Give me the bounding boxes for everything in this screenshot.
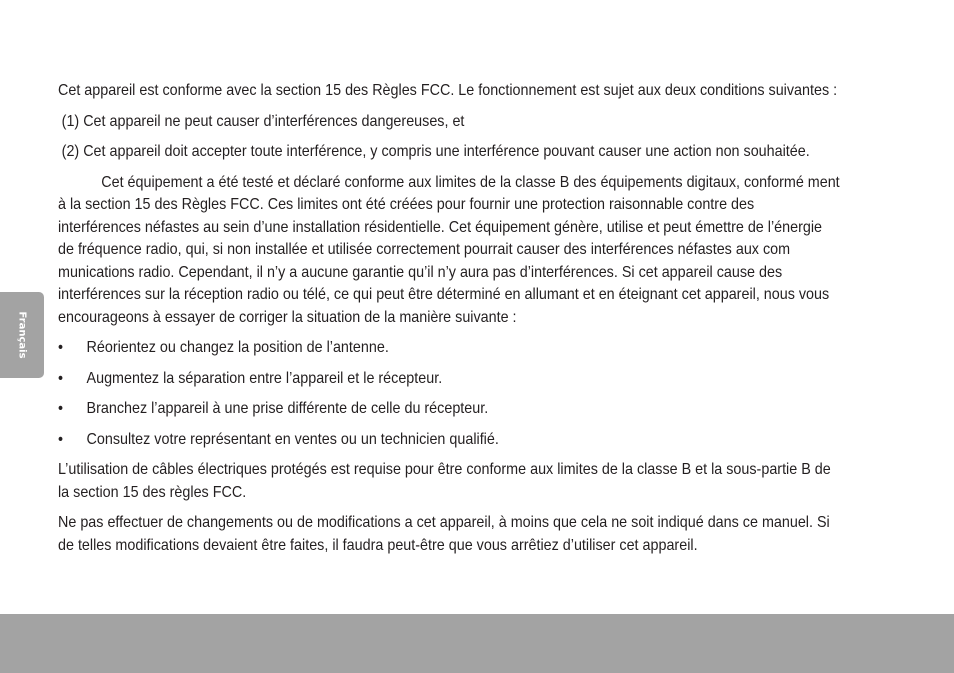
bullet-text: Consultez votre représentant en ventes ou un technicien qualifié. bbox=[86, 430, 499, 448]
condition-1: (1) Cet appareil ne peut causer d’interférences dangereuses, et bbox=[61, 112, 465, 130]
bullet-symbol: • bbox=[58, 400, 64, 417]
fcc-class-b-paragraph: Cet équipement a été testé et déclaré conforme aux limites de la classe B des équipements digitaux, conformé ment à la section 15 des Règles FCC. Ces limites ont été créées pour fournir une protection raisonnable contre des interférences néfastes au sein d’une installation résidentielle. Cet équipement génère, utilise et peut émettre de l’énergie de fréquence radio, qui, si non installée et utilisée correctement pourrait causer des interférences néfastes aux com munications radio. Cependant, il n’y a aucune garantie qu’il n’y aura pas d’interférences. Si cet appareil cause des interférences sur la réception radio ou télé, ce qui peut être déterminé en allumant et en éteignant cet appareil, nous vous encourageons à essayer de corriger la situation de la manière suivante : bbox=[58, 173, 840, 326]
cables-note: L’utilisation de câbles électriques protégés est requise pour être conforme aux limites de la classe B et la sous-partie B de la section 15 des règles FCC. bbox=[58, 461, 831, 501]
bullet-item bbox=[58, 368, 840, 391]
bullet-symbol: • bbox=[58, 339, 64, 356]
language-tab bbox=[0, 292, 44, 378]
bullet-item bbox=[58, 398, 840, 421]
footer-bar bbox=[0, 614, 954, 673]
fcc-statement bbox=[58, 80, 840, 565]
bullet-text: Augmentez la séparation entre l’appareil et le récepteur. bbox=[86, 369, 443, 387]
bullet-text: Réorientez ou changez la position de l’antenne. bbox=[86, 339, 389, 356]
language-tab-label: Français bbox=[16, 311, 28, 359]
condition-2: (2) Cet appareil doit accepter toute interférence, y compris une interférence pouvant causer une action non souhaitée. bbox=[61, 143, 810, 160]
bullet-item bbox=[58, 429, 840, 452]
bullet-item bbox=[58, 337, 840, 360]
bullet-text: Branchez l’appareil à une prise différente de celle du récepteur. bbox=[86, 400, 489, 417]
bullet-symbol: • bbox=[58, 430, 64, 448]
fcc-intro: Cet appareil est conforme avec la section 15 des Règles FCC. Le fonctionnement est sujet aux deux conditions suivantes : bbox=[58, 82, 838, 99]
bullet-symbol: • bbox=[58, 369, 64, 387]
modification-note: Ne pas effectuer de changements ou de modifications a cet appareil, à moins que cela ne soit indiqué dans ce manuel. Si de telles modifications devaient être faites, il faudra peut-être que vous arrêtiez d’utiliser cet appareil. bbox=[58, 514, 830, 554]
